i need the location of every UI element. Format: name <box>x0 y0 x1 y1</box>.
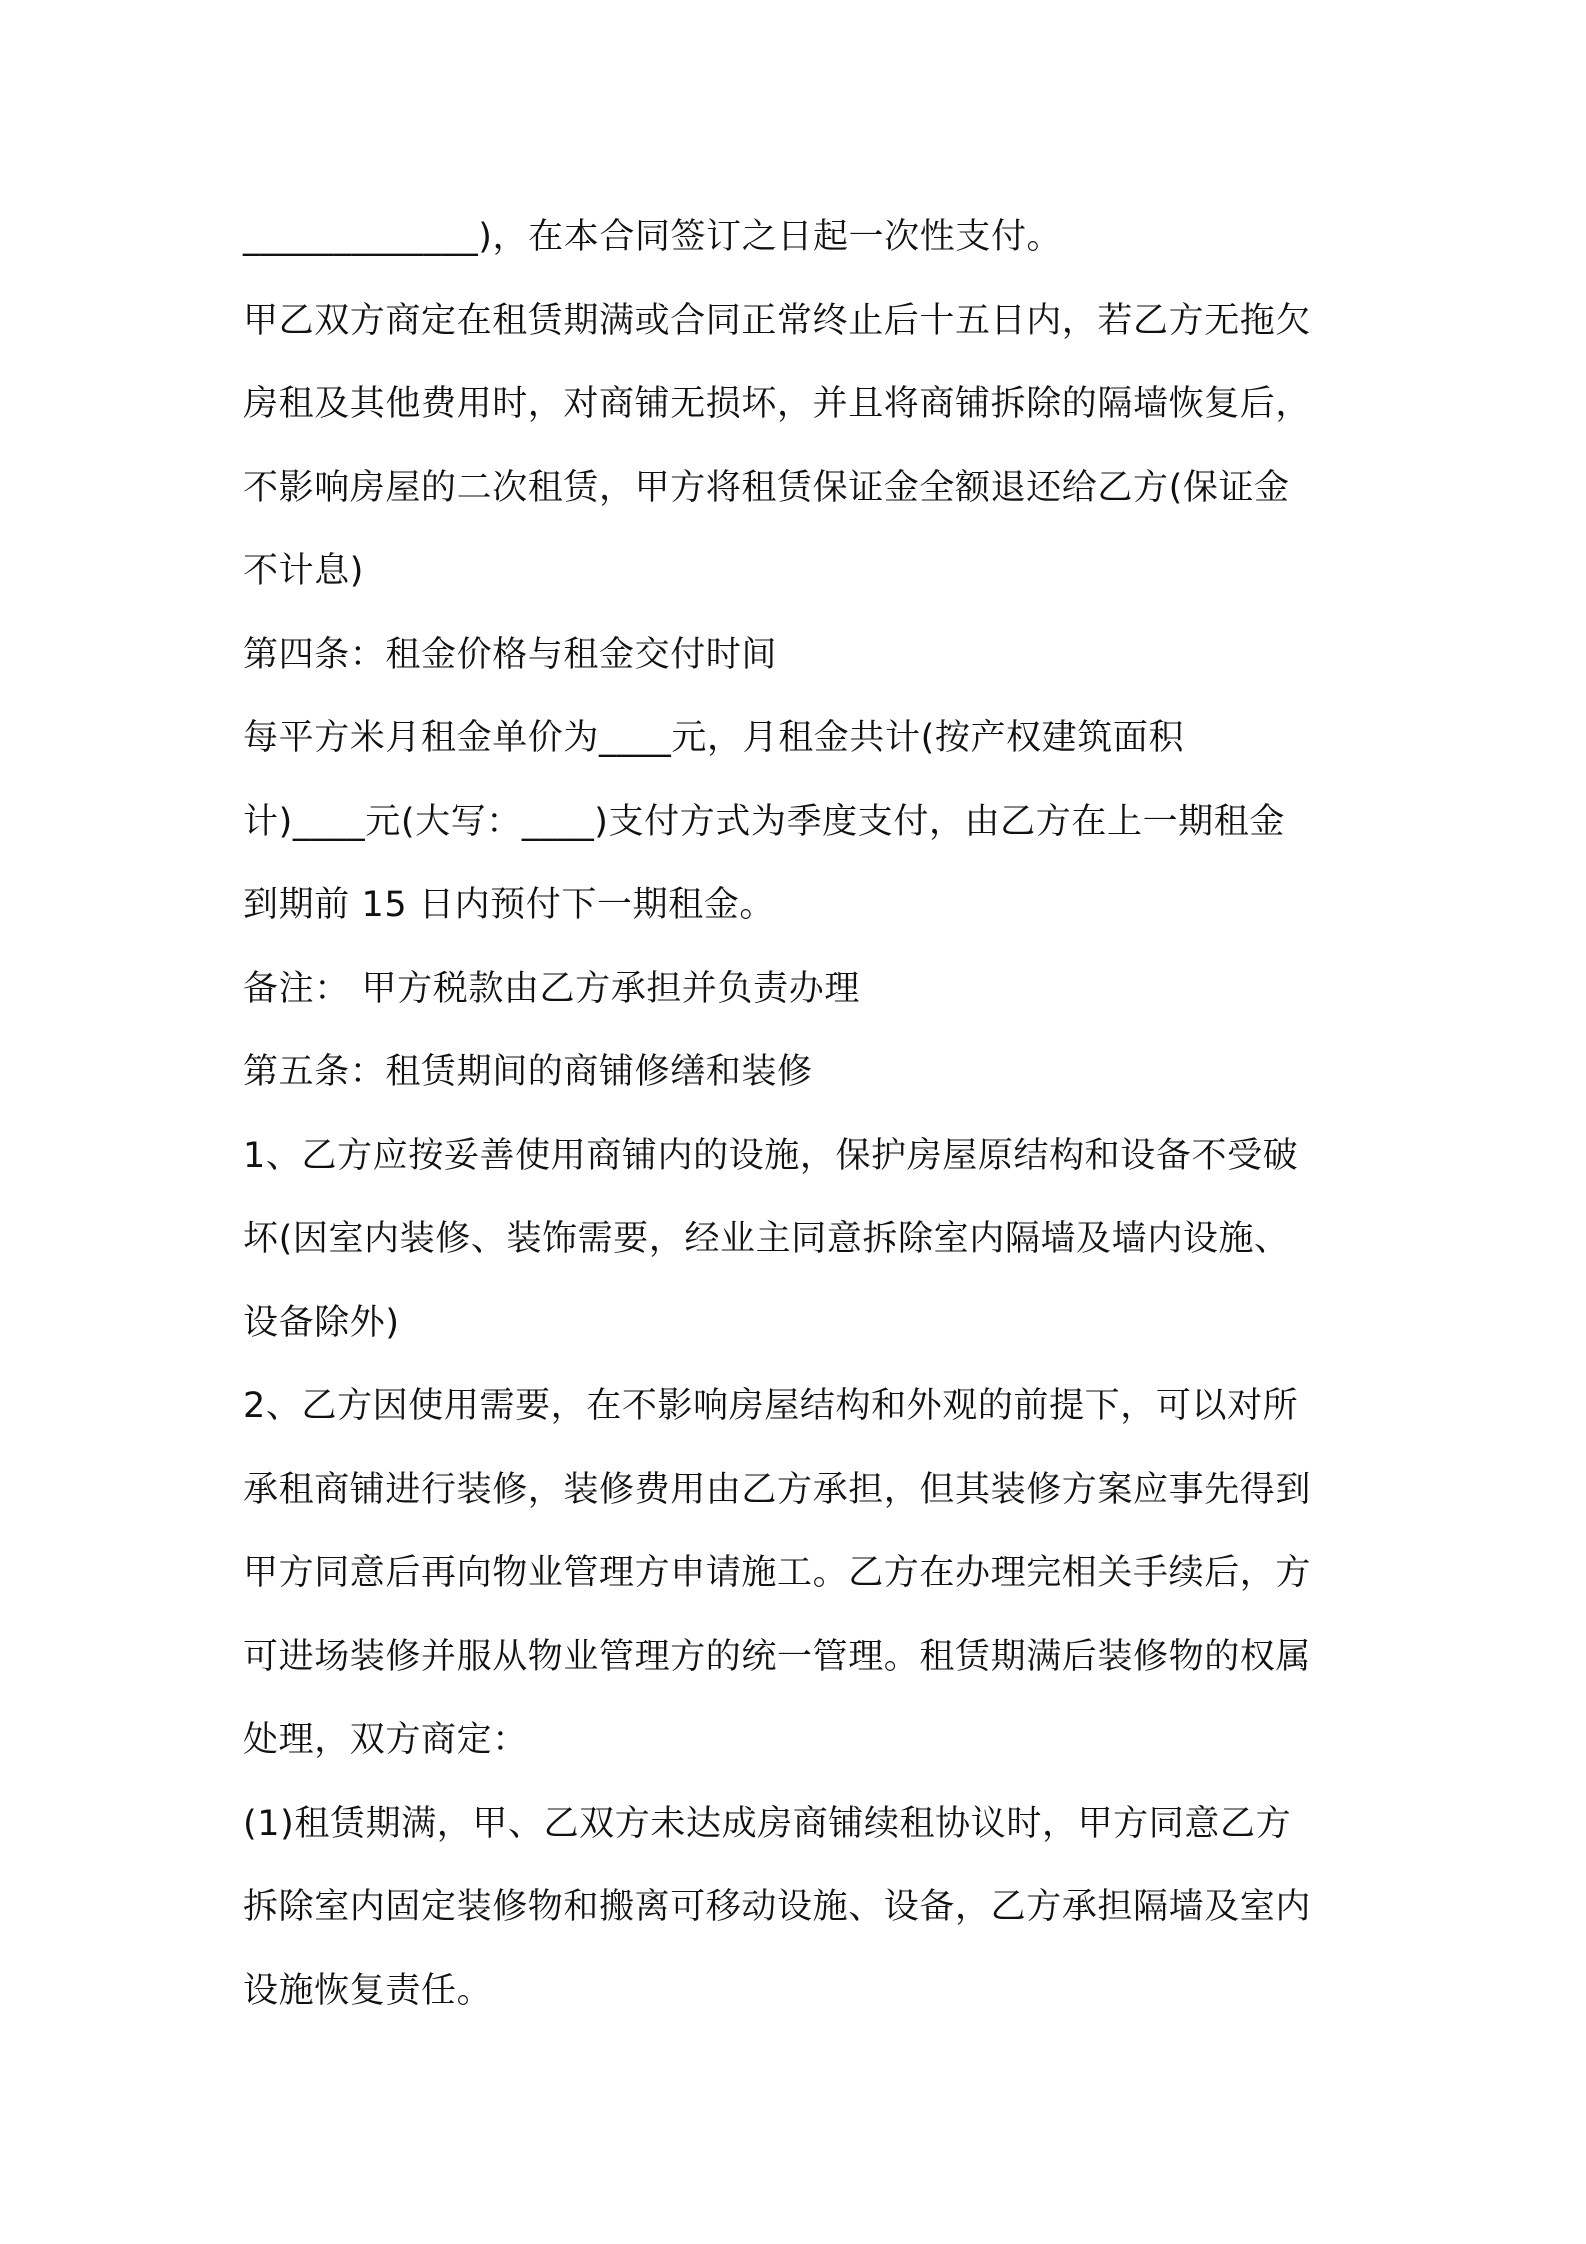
text-line: 计)____元(大写：____)支付方式为季度支付，由乙方在上一期租金 <box>243 801 1285 842</box>
text-line: 每平方米月租金单价为____元，月租金共计(按产权建筑面积 <box>243 718 1185 758</box>
text-line: 拆除室内固定装修物和搬离可移动设施、设备，乙方承担隔墙及室内 <box>243 1887 1312 1927</box>
text-line: 2、乙方因使用需要，在不影响房屋结构和外观的前提下，可以对所 <box>243 1386 1299 1426</box>
text-line: 坏(因室内装修、装饰需要，经业主同意拆除室内隔墙及墙内设施、 <box>243 1219 1290 1259</box>
text-line: 1、乙方应按妥善使用商铺内的设施，保护房屋原结构和设备不受破 <box>243 1135 1299 1176</box>
text-line: 设备除外) <box>243 1302 400 1343</box>
text-line: 可进场装修并服从物业管理方的统一管理。租赁期满后装修物的权属 <box>243 1636 1312 1677</box>
document-body <box>243 196 1363 2033</box>
text-line: 甲乙双方商定在租赁期满或合同正常终止后十五日内，若乙方无拖欠 <box>243 300 1312 341</box>
text-line: (1)租赁期满，甲、乙双方未达成房商铺续租协议时，甲方同意乙方 <box>243 1803 1292 1844</box>
text-line: 承租商铺进行装修，装修费用由乙方承担，但其装修方案应事先得到 <box>243 1469 1312 1510</box>
text-line: _____________)，在本合同签订之日起一次性支付。 <box>243 217 1063 257</box>
text-line: 不影响房屋的二次租赁，甲方将租赁保证金全额退还给乙方(保证金 <box>243 467 1290 508</box>
text-line: 不计息) <box>243 551 365 591</box>
text-line: 房租及其他费用时，对商铺无损坏，并且将商铺拆除的隔墙恢复后， <box>243 384 1312 424</box>
section-heading-article-4: 第四条：租金价格与租金交付时间 <box>243 634 778 675</box>
text-line: 设施恢复责任。 <box>243 1970 493 2011</box>
note-line: 备注： 甲方税款由乙方承担并负责办理 <box>243 968 860 1009</box>
text-line: 处理，双方商定： <box>243 1720 528 1760</box>
text-line: 到期前 15 日内预付下一期租金。 <box>243 885 775 925</box>
text-line: 甲方同意后再向物业管理方申请施工。乙方在办理完相关手续后，方 <box>243 1553 1312 1593</box>
section-heading-article-5: 第五条：租赁期间的商铺修缮和装修 <box>243 1052 813 1092</box>
